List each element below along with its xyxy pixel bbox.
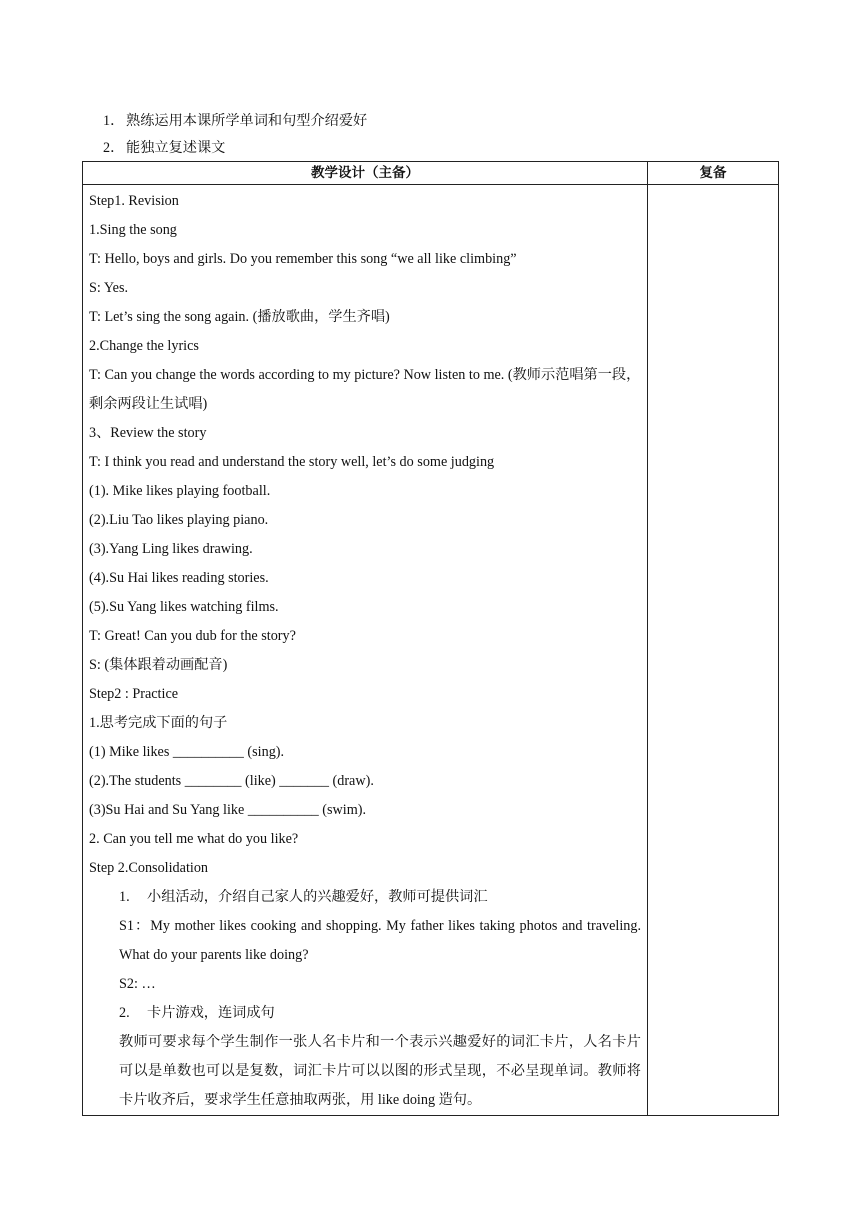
item-title: 卡片游戏，连词成句 — [147, 1005, 275, 1021]
consolidation-item-1-reply: S2: … — [119, 976, 156, 992]
content-line: 2.Change the lyrics — [89, 338, 199, 354]
objective-text: 熟练运用本课所学单词和句型介绍爱好 — [126, 113, 368, 129]
content-line: Step2 : Practice — [89, 686, 179, 702]
content-line: (5).Su Yang likes watching films. — [89, 599, 279, 615]
header-review: 复备 — [648, 162, 779, 185]
lesson-plan-table — [82, 161, 779, 1116]
content-line: (2).Liu Tao likes playing piano. — [89, 512, 269, 528]
content-line: Step 2.Consolidation — [89, 860, 209, 876]
table-header-row — [83, 162, 779, 185]
objective-number: 1． — [103, 113, 125, 129]
item-number: 1. — [119, 889, 130, 905]
content-line: S: Yes. — [89, 280, 129, 296]
content-line: 3、Review the story — [89, 425, 207, 441]
content-line: (3)Su Hai and Su Yang like __________ (swim). — [89, 802, 367, 818]
content-line: (2).The students ________ (like) _______ (draw). — [89, 773, 374, 789]
content-line: T: Let’s sing the song again. (播放歌曲，学生齐唱) — [89, 309, 390, 325]
objective-text: 能独立复述课文 — [126, 140, 226, 156]
content-line: Step1. Revision — [89, 193, 179, 209]
content-line: T: Great! Can you dub for the story? — [89, 628, 296, 644]
content-line: T: I think you read and understand the story well, let’s do some judging — [89, 454, 495, 470]
objective-item — [103, 135, 367, 162]
table-body-row — [83, 185, 779, 1116]
content-line: T: Can you change the words according to my picture? Now listen to me. (教师示范唱第一段，剩余两段让生试唱) — [89, 367, 641, 412]
consolidation-item-1-title — [89, 883, 641, 912]
content-line: 2. Can you tell me what do you like? — [89, 831, 299, 847]
content-line: (3).Yang Ling likes drawing. — [89, 541, 253, 557]
objective-number: 2． — [103, 140, 125, 156]
consolidation-item-1-dialogue: S1：My mother likes cooking and shopping. My father likes taking photos and traveling. What do your parents like doing? — [119, 918, 641, 963]
objective-item — [103, 108, 367, 135]
teaching-design-cell — [83, 185, 648, 1116]
consolidation-item-2-body: 教师可要求每个学生制作一张人名卡片和一个表示兴趣爱好的词汇卡片，人名卡片可以是单数也可以是复数，词汇卡片可以以图的形式呈现，不必呈现单词。教师将卡片收齐后，要求学生任意抽取两张，用 like doing 造句。 — [119, 1034, 641, 1108]
item-title: 小组活动，介绍自己家人的兴趣爱好，教师可提供词汇 — [147, 889, 488, 905]
review-notes-cell — [648, 185, 779, 1116]
header-main-design: 教学设计（主备） — [83, 162, 648, 185]
content-line: (1). Mike likes playing football. — [89, 483, 271, 499]
content-line: (4).Su Hai likes reading stories. — [89, 570, 269, 586]
content-line: S: (集体跟着动画配音) — [89, 657, 228, 673]
content-line: 1.Sing the song — [89, 222, 177, 238]
content-line: T: Hello, boys and girls. Do you remember this song “we all like climbing” — [89, 251, 517, 267]
consolidation-item-2-title — [89, 999, 641, 1028]
objectives-list — [103, 108, 367, 162]
content-line: 1.思考完成下面的句子 — [89, 715, 228, 731]
item-number: 2. — [119, 1005, 130, 1021]
content-line: (1) Mike likes __________ (sing). — [89, 744, 285, 760]
